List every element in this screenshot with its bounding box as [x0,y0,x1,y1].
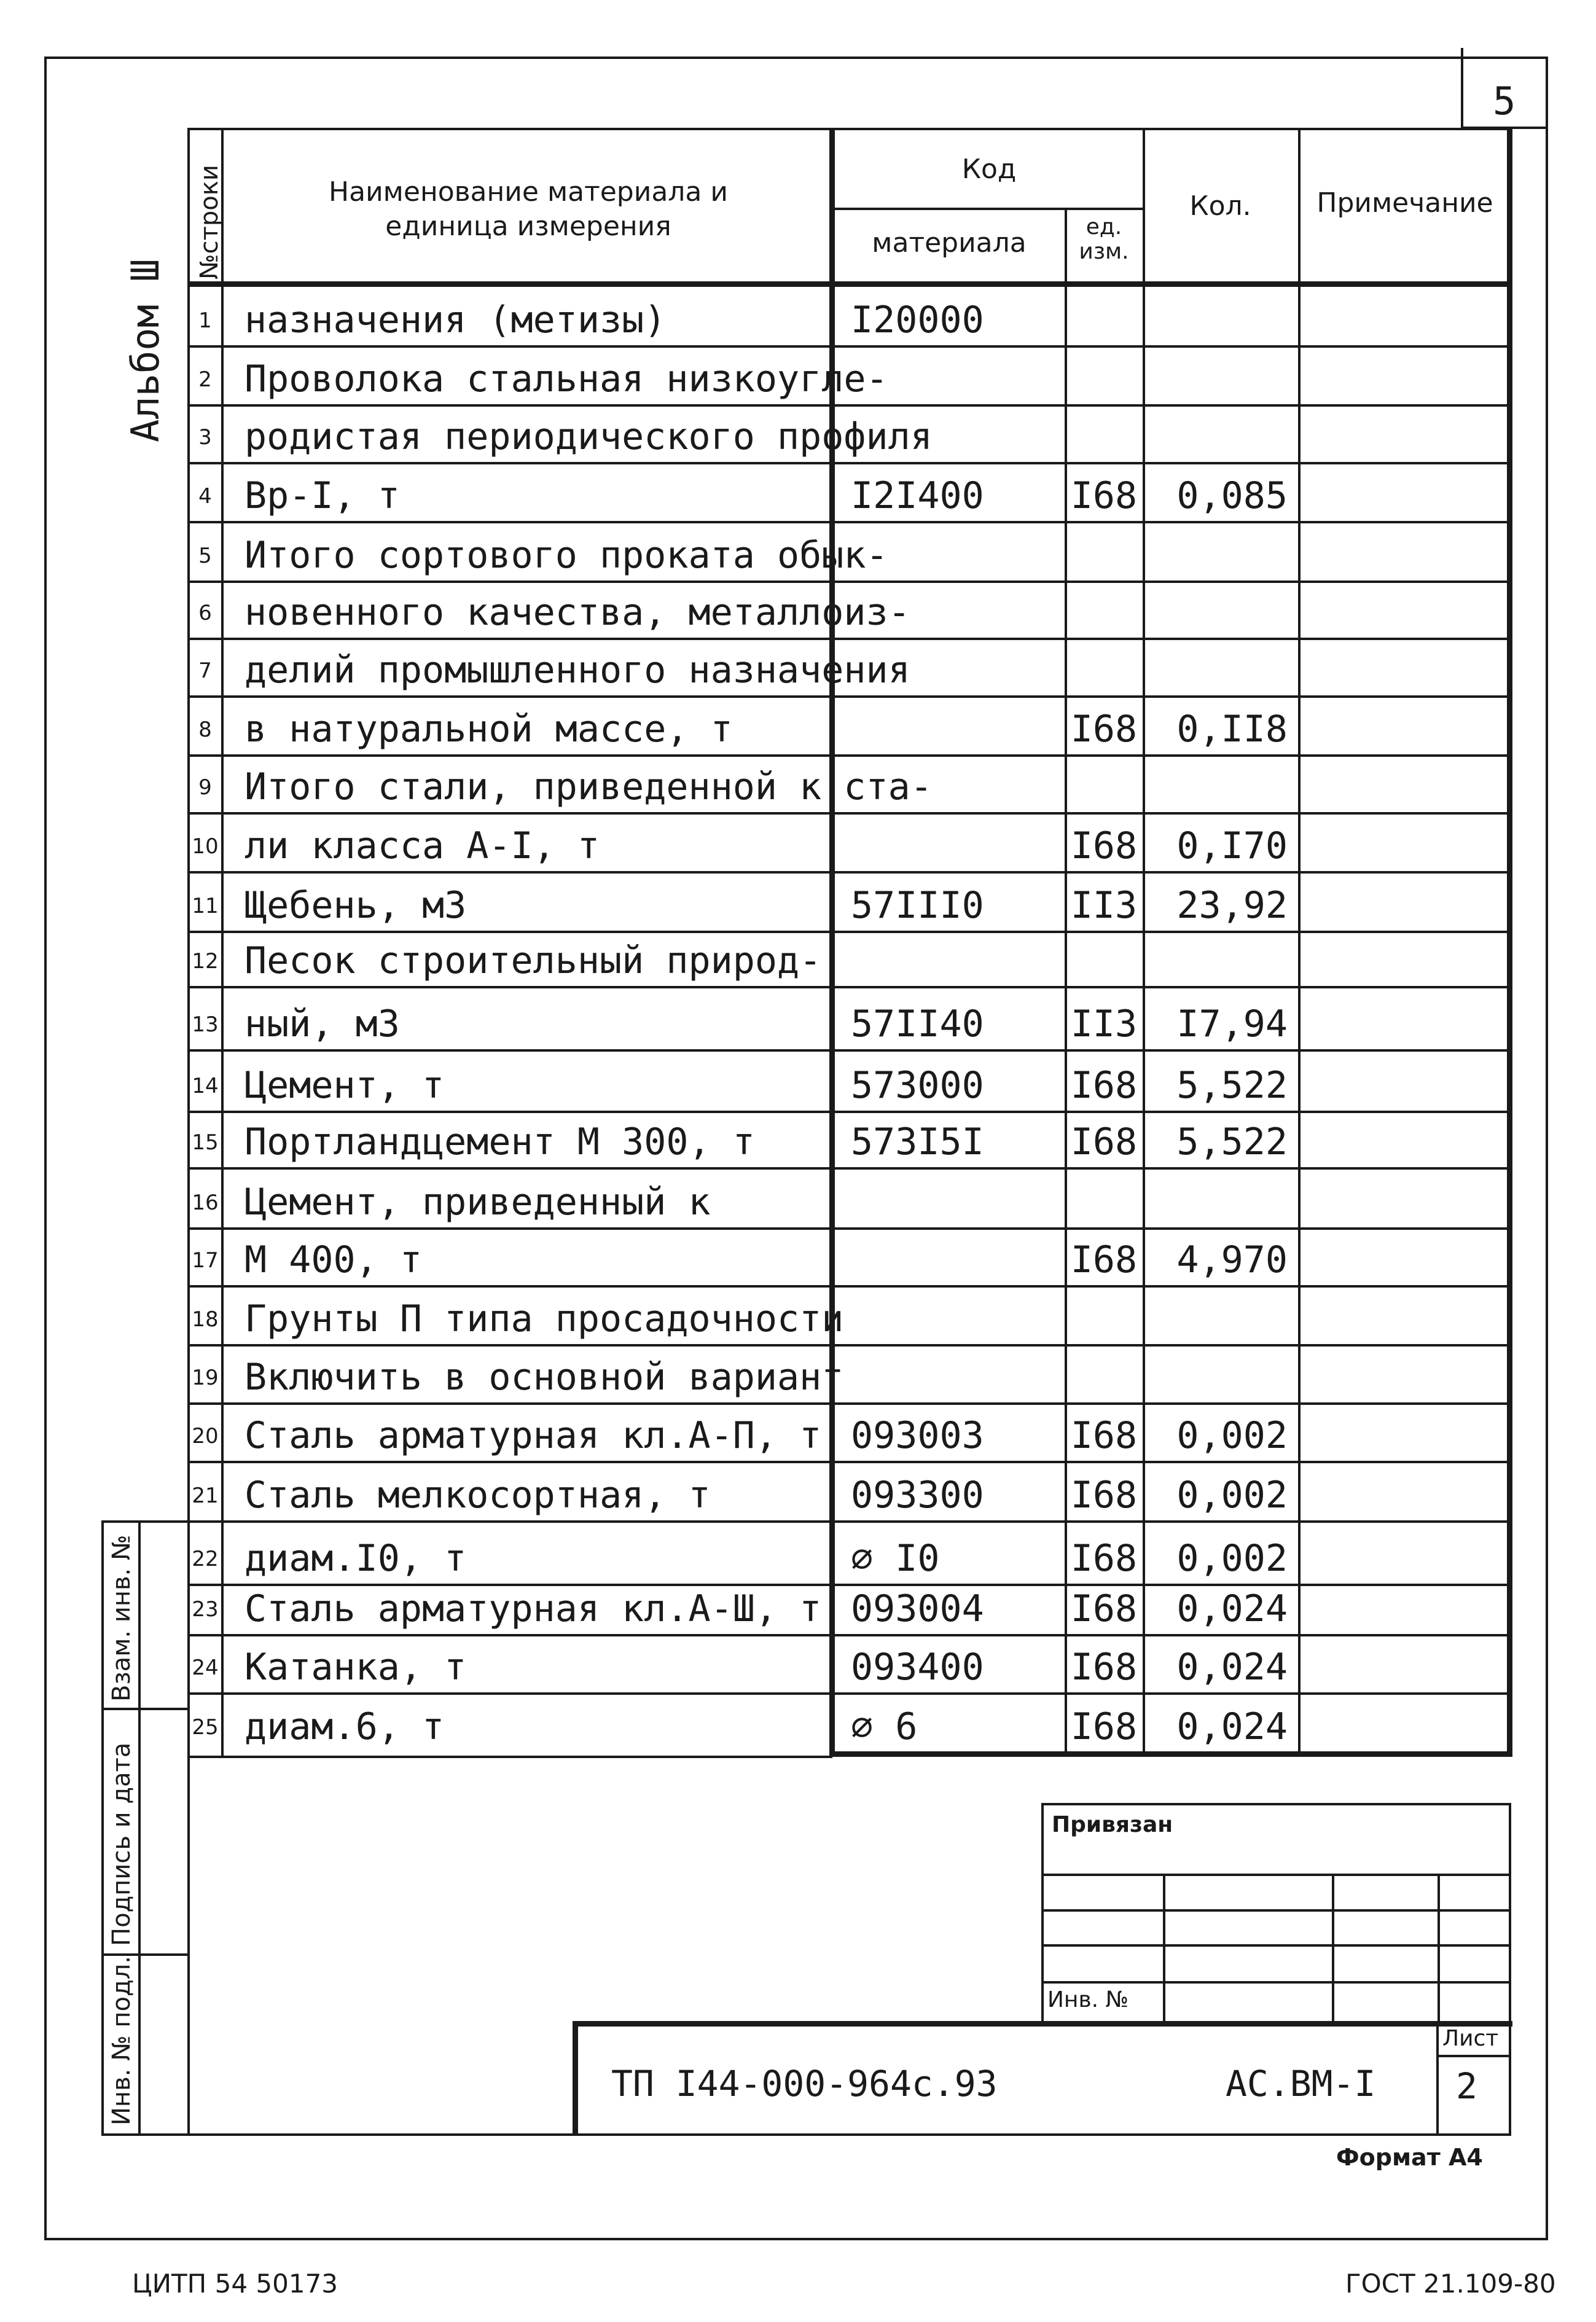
unit-code: I68 [1070,1064,1138,1107]
row-number: 15 [192,1130,219,1155]
sheet-label-line [1436,2055,1511,2057]
material-code: 57III0 [851,884,984,927]
row-number: 19 [192,1366,219,1390]
header-note: Примечание [1316,187,1493,219]
material-name: в натуральной массе, т [244,708,733,751]
row-separator [187,1344,1511,1347]
material-name: делий промышленного назначения [244,649,910,692]
row-separator [187,986,1511,988]
row-number: 13 [192,1012,219,1037]
row-number: 20 [192,1424,219,1448]
sheet-number: 2 [1456,2065,1477,2107]
unit-code: I68 [1070,1238,1138,1281]
table-bottom-left [187,1756,832,1758]
row-number: 4 [198,484,212,509]
privyazan-label: Привязан [1052,1812,1173,1837]
material-code: 57II40 [851,1003,984,1046]
row-separator [187,1049,1511,1052]
quantity: I7,94 [1176,1003,1288,1046]
material-name: Проволока стальная низкоугле- [244,358,888,401]
row-number: 5 [198,544,212,568]
row-number: 11 [192,894,219,918]
row-separator [187,1584,1511,1586]
priv-r2 [1041,1909,1511,1912]
row-number: 21 [192,1484,219,1508]
unit-code: I68 [1070,1587,1138,1630]
header-name: Наименование материала и единица измерения [329,176,728,242]
col-line-left [187,128,190,1757]
quantity: 5,522 [1176,1120,1288,1163]
header-row-number: №строки [195,165,224,280]
header-qty: Кол. [1189,190,1251,222]
priv-c3 [1438,1874,1440,2021]
side-line-1 [101,1708,187,1710]
unit-code: I68 [1070,474,1138,517]
row-number: 18 [192,1307,219,1332]
quantity: 0,024 [1176,1705,1288,1748]
row-number: 10 [192,834,219,859]
quantity: 23,92 [1176,884,1288,927]
priv-r3 [1041,1944,1511,1947]
quantity: 0,I70 [1176,824,1288,867]
material-name: М 400, т [244,1238,422,1281]
row-number: 3 [198,425,212,450]
row-separator [187,404,1511,407]
unit-code: I68 [1070,1537,1138,1580]
material-name: Грунты П типа просадочности [244,1297,844,1340]
material-name: диам.6, т [244,1705,445,1748]
row-separator [187,695,1511,698]
unit-code: I68 [1070,708,1138,751]
row-separator [187,1692,1511,1695]
sheet-code: АС.ВМ-I [1226,2063,1376,2105]
row-separator [187,871,1511,874]
quantity: 0,002 [1176,1474,1288,1517]
priv-c2 [1332,1874,1334,2021]
sheet-divider [1436,2021,1439,2136]
row-separator [187,638,1511,640]
sheet-label: Лист [1442,2026,1499,2051]
row-number: 1 [198,308,212,333]
col-line-qty [1298,128,1301,1756]
album-label: Альбом Ш [123,259,168,442]
unit-code: I68 [1070,1705,1138,1748]
material-name: назначения (метизы) [244,299,667,342]
unit-code: I68 [1070,1646,1138,1689]
row-separator [187,1227,1511,1230]
row-separator [187,580,1511,583]
material-name: Портландцемент М 300, т [244,1120,755,1163]
row-number: 8 [198,717,212,742]
priv-r4 [1041,1981,1511,1984]
material-name: Сталь мелкосортная, т [244,1474,711,1517]
table-bottom-bold [829,1751,1512,1757]
quantity: 0,024 [1176,1646,1288,1689]
material-code: 093003 [851,1414,984,1457]
side-line-b [138,1520,141,2136]
material-code: I2I400 [851,474,984,517]
inv-podl-label: Инв. № подл. [108,1956,136,2125]
title-top [573,2021,1512,2027]
side-line-bottom [101,2133,187,2136]
unit-code: II3 [1070,1003,1138,1046]
unit-code: I68 [1070,824,1138,867]
material-code: ∅ 6 [851,1705,918,1748]
material-name: родистая периодического профиля [244,415,933,458]
material-code: 093300 [851,1474,984,1517]
side-line-top [101,1520,187,1523]
row-separator [187,812,1511,815]
row-number: 2 [198,367,212,392]
row-number: 16 [192,1190,219,1215]
material-name: Цемент, приведенный к [244,1181,711,1224]
priv-r1 [1041,1874,1511,1876]
unit-code: I68 [1070,1120,1138,1163]
row-separator [187,1634,1511,1636]
row-number: 7 [198,659,212,683]
page-number: 5 [1493,79,1516,123]
quantity: 0,024 [1176,1587,1288,1630]
side-line-a [101,1520,104,2136]
row-separator [187,1167,1511,1170]
quantity: 0,002 [1176,1414,1288,1457]
row-number: 14 [192,1074,219,1098]
header-code: Код [961,154,1017,185]
row-separator [187,462,1511,464]
quantity: 0,085 [1176,474,1288,517]
priv-top [1041,1803,1511,1805]
material-code: 573000 [851,1064,984,1107]
header-code-material: материала [872,227,1027,259]
header-code-unit: ед. изм. [1079,214,1129,264]
row-number: 24 [192,1656,219,1680]
row-number: 9 [198,775,212,800]
podpis-data-label: Подпись и дата [108,1742,136,1946]
footer-left: ЦИТП 54 50173 [132,2269,338,2299]
material-code: 573I5I [851,1120,984,1163]
designation: ТП I44-000-964с.93 [611,2063,998,2105]
row-number: 12 [192,949,219,974]
col-line-unit [1143,128,1145,1756]
row-separator [187,1111,1511,1113]
col-line-right [1507,128,1512,1757]
row-number: 23 [192,1597,219,1622]
title-bottom [187,2133,1511,2136]
row-number: 6 [198,601,212,625]
row-separator [187,754,1511,757]
code-split-line [832,208,1143,210]
material-code: ∅ I0 [851,1537,940,1580]
material-name: новенного качества, металлоиз- [244,591,910,634]
quantity: 5,522 [1176,1064,1288,1107]
material-code: 093004 [851,1587,984,1630]
vzam-inv-label: Взам. инв. № [108,1534,136,1702]
unit-code: I68 [1070,1414,1138,1457]
row-separator [187,345,1511,348]
format-label: Формат А4 [1336,2144,1483,2171]
row-separator [187,1461,1511,1463]
material-name: Итого стали, приведенной к ста- [244,765,933,808]
material-name: ли класса А-I, т [244,824,600,867]
material-name: Катанка, т [244,1646,467,1689]
row-separator [187,1285,1511,1288]
quantity: 0,II8 [1176,708,1288,751]
priv-left [1041,1803,1044,2021]
priv-right [1509,1803,1511,2135]
row-number: 25 [192,1715,219,1740]
row-separator [187,1520,1511,1523]
priv-c1 [1163,1874,1165,2021]
material-name: Итого сортового проката обык- [244,534,888,577]
header-top-line [187,128,1511,130]
row-separator [187,521,1511,523]
material-name: Вр-I, т [244,474,400,517]
col-line-rownum [221,128,224,1757]
material-name: ный, м3 [244,1003,400,1046]
row-separator [187,931,1511,933]
side-line-c [187,1757,190,2136]
unit-code: I68 [1070,1474,1138,1517]
material-code: I20000 [851,299,984,342]
material-code: 093400 [851,1646,984,1689]
quantity: 4,970 [1176,1238,1288,1281]
quantity: 0,002 [1176,1537,1288,1580]
material-name: Цемент, т [244,1064,445,1107]
unit-code: II3 [1070,884,1138,927]
header-bottom-line [187,281,1511,287]
material-name: Песок строительный природ- [244,939,822,982]
footer-right: ГОСТ 21.109-80 [1345,2269,1556,2299]
material-name: Включить в основной вариант [244,1356,844,1399]
row-separator [187,1402,1511,1405]
row-number: 22 [192,1547,219,1571]
material-name: Сталь арматурная кл.А-П, т [244,1414,822,1457]
material-name: Сталь арматурная кл.А-Ш, т [244,1587,822,1630]
inv-no-label: Инв. № [1047,1987,1129,2012]
material-name: Щебень, м3 [244,884,467,927]
row-number: 17 [192,1248,219,1273]
material-name: диам.I0, т [244,1537,467,1580]
title-left [573,2021,578,2136]
